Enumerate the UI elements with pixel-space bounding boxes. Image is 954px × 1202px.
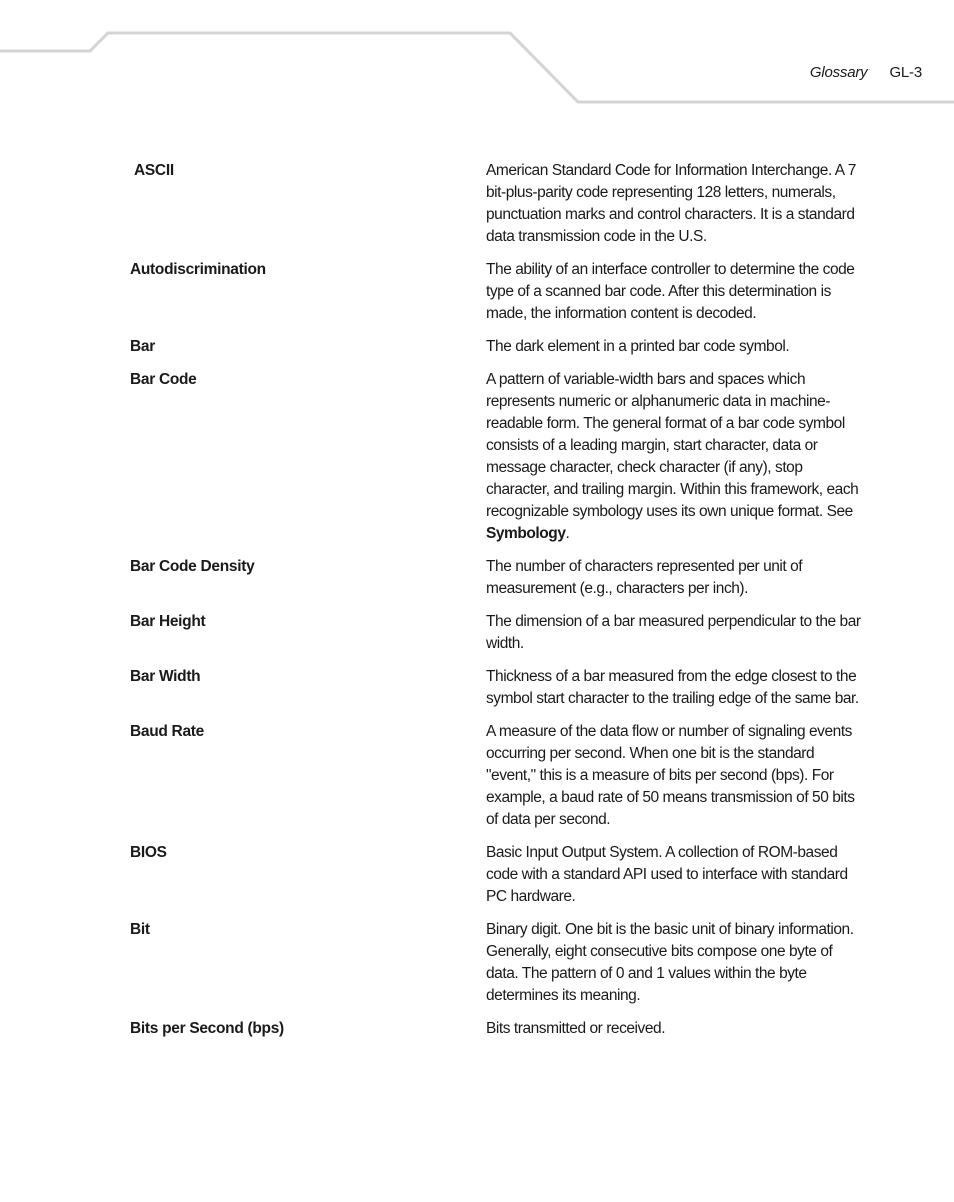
running-head bbox=[810, 64, 922, 81]
glossary-term: Bar Width bbox=[130, 668, 201, 685]
glossary-entry bbox=[130, 556, 870, 600]
glossary-definition: The dark element in a printed bar code symbol. bbox=[486, 338, 790, 355]
glossary-definition: The ability of an interface controller to determine the code type of a scanned bar code. After this determination is made, the information content is decoded. bbox=[486, 261, 855, 322]
glossary-term: Bar Height bbox=[130, 613, 206, 630]
glossary-entry bbox=[130, 160, 870, 248]
section-title: Glossary bbox=[809, 64, 868, 81]
glossary-definition: Basic Input Output System. A collection of ROM-based code with a standard API used to interface with standard PC hardware. bbox=[486, 844, 848, 905]
glossary-definition: Bits transmitted or received. bbox=[486, 1020, 666, 1037]
glossary-definition: American Standard Code for Information Interchange. A 7 bit-plus-parity code representing 128 letters, numerals, punctuation marks and control characters. It is a standard data transmission code in the U.S. bbox=[486, 162, 856, 245]
glossary-definition bbox=[486, 369, 866, 545]
glossary-term: Bar Code Density bbox=[130, 558, 255, 575]
glossary-term: ASCII bbox=[134, 162, 174, 179]
glossary-definition: The dimension of a bar measured perpendicular to the bar width. bbox=[486, 613, 861, 652]
header-rule bbox=[0, 0, 954, 110]
glossary-entry bbox=[130, 369, 870, 545]
glossary-entry bbox=[130, 259, 870, 325]
definition-text: A pattern of variable-width bars and spaces which represents numeric or alphanumeric data in machine-readable form. The general format of a bar code symbol consists of a leading margin, start character, data or message character, check character (if any), stop character, and trailing margin. Within this framework, each recognizable symbology uses its own unique format. See bbox=[486, 371, 859, 520]
glossary-term: BIOS bbox=[130, 844, 167, 861]
glossary-definition: A measure of the data flow or number of signaling events occurring per second. When one bit is the standard "event," this is a measure of bits per second (bps). For example, a baud rate of 50 means transmission of 50 bits of data per second. bbox=[486, 723, 855, 828]
glossary-term: Autodiscrimination bbox=[130, 261, 266, 278]
glossary-term: Bar Code bbox=[130, 371, 197, 388]
definition-trailing-text: . bbox=[565, 525, 570, 542]
glossary-term: Bits per Second (bps) bbox=[130, 1020, 284, 1037]
glossary-entry bbox=[130, 666, 870, 710]
glossary-entry bbox=[130, 336, 870, 358]
page-number: GL-3 bbox=[889, 64, 922, 81]
glossary-definition: The number of characters represented per unit of measurement (e.g., characters per inch). bbox=[486, 558, 803, 597]
glossary-entry bbox=[130, 919, 870, 1007]
glossary-list bbox=[130, 160, 870, 1051]
glossary-entry bbox=[130, 611, 870, 655]
glossary-term: Bar bbox=[130, 338, 155, 355]
glossary-term: Bit bbox=[130, 921, 150, 938]
glossary-definition: Binary digit. One bit is the basic unit of binary information. Generally, eight consecutive bits compose one byte of data. The pattern of 0 and 1 values within the byte determines its meaning. bbox=[486, 921, 854, 1004]
glossary-term: Baud Rate bbox=[130, 723, 204, 740]
glossary-entry bbox=[130, 842, 870, 908]
glossary-entry bbox=[130, 1018, 870, 1040]
glossary-definition: Thickness of a bar measured from the edge closest to the symbol start character to the trailing edge of the same bar. bbox=[486, 668, 859, 707]
cross-reference-link[interactable]: Symbology bbox=[486, 525, 566, 542]
glossary-entry bbox=[130, 721, 870, 831]
